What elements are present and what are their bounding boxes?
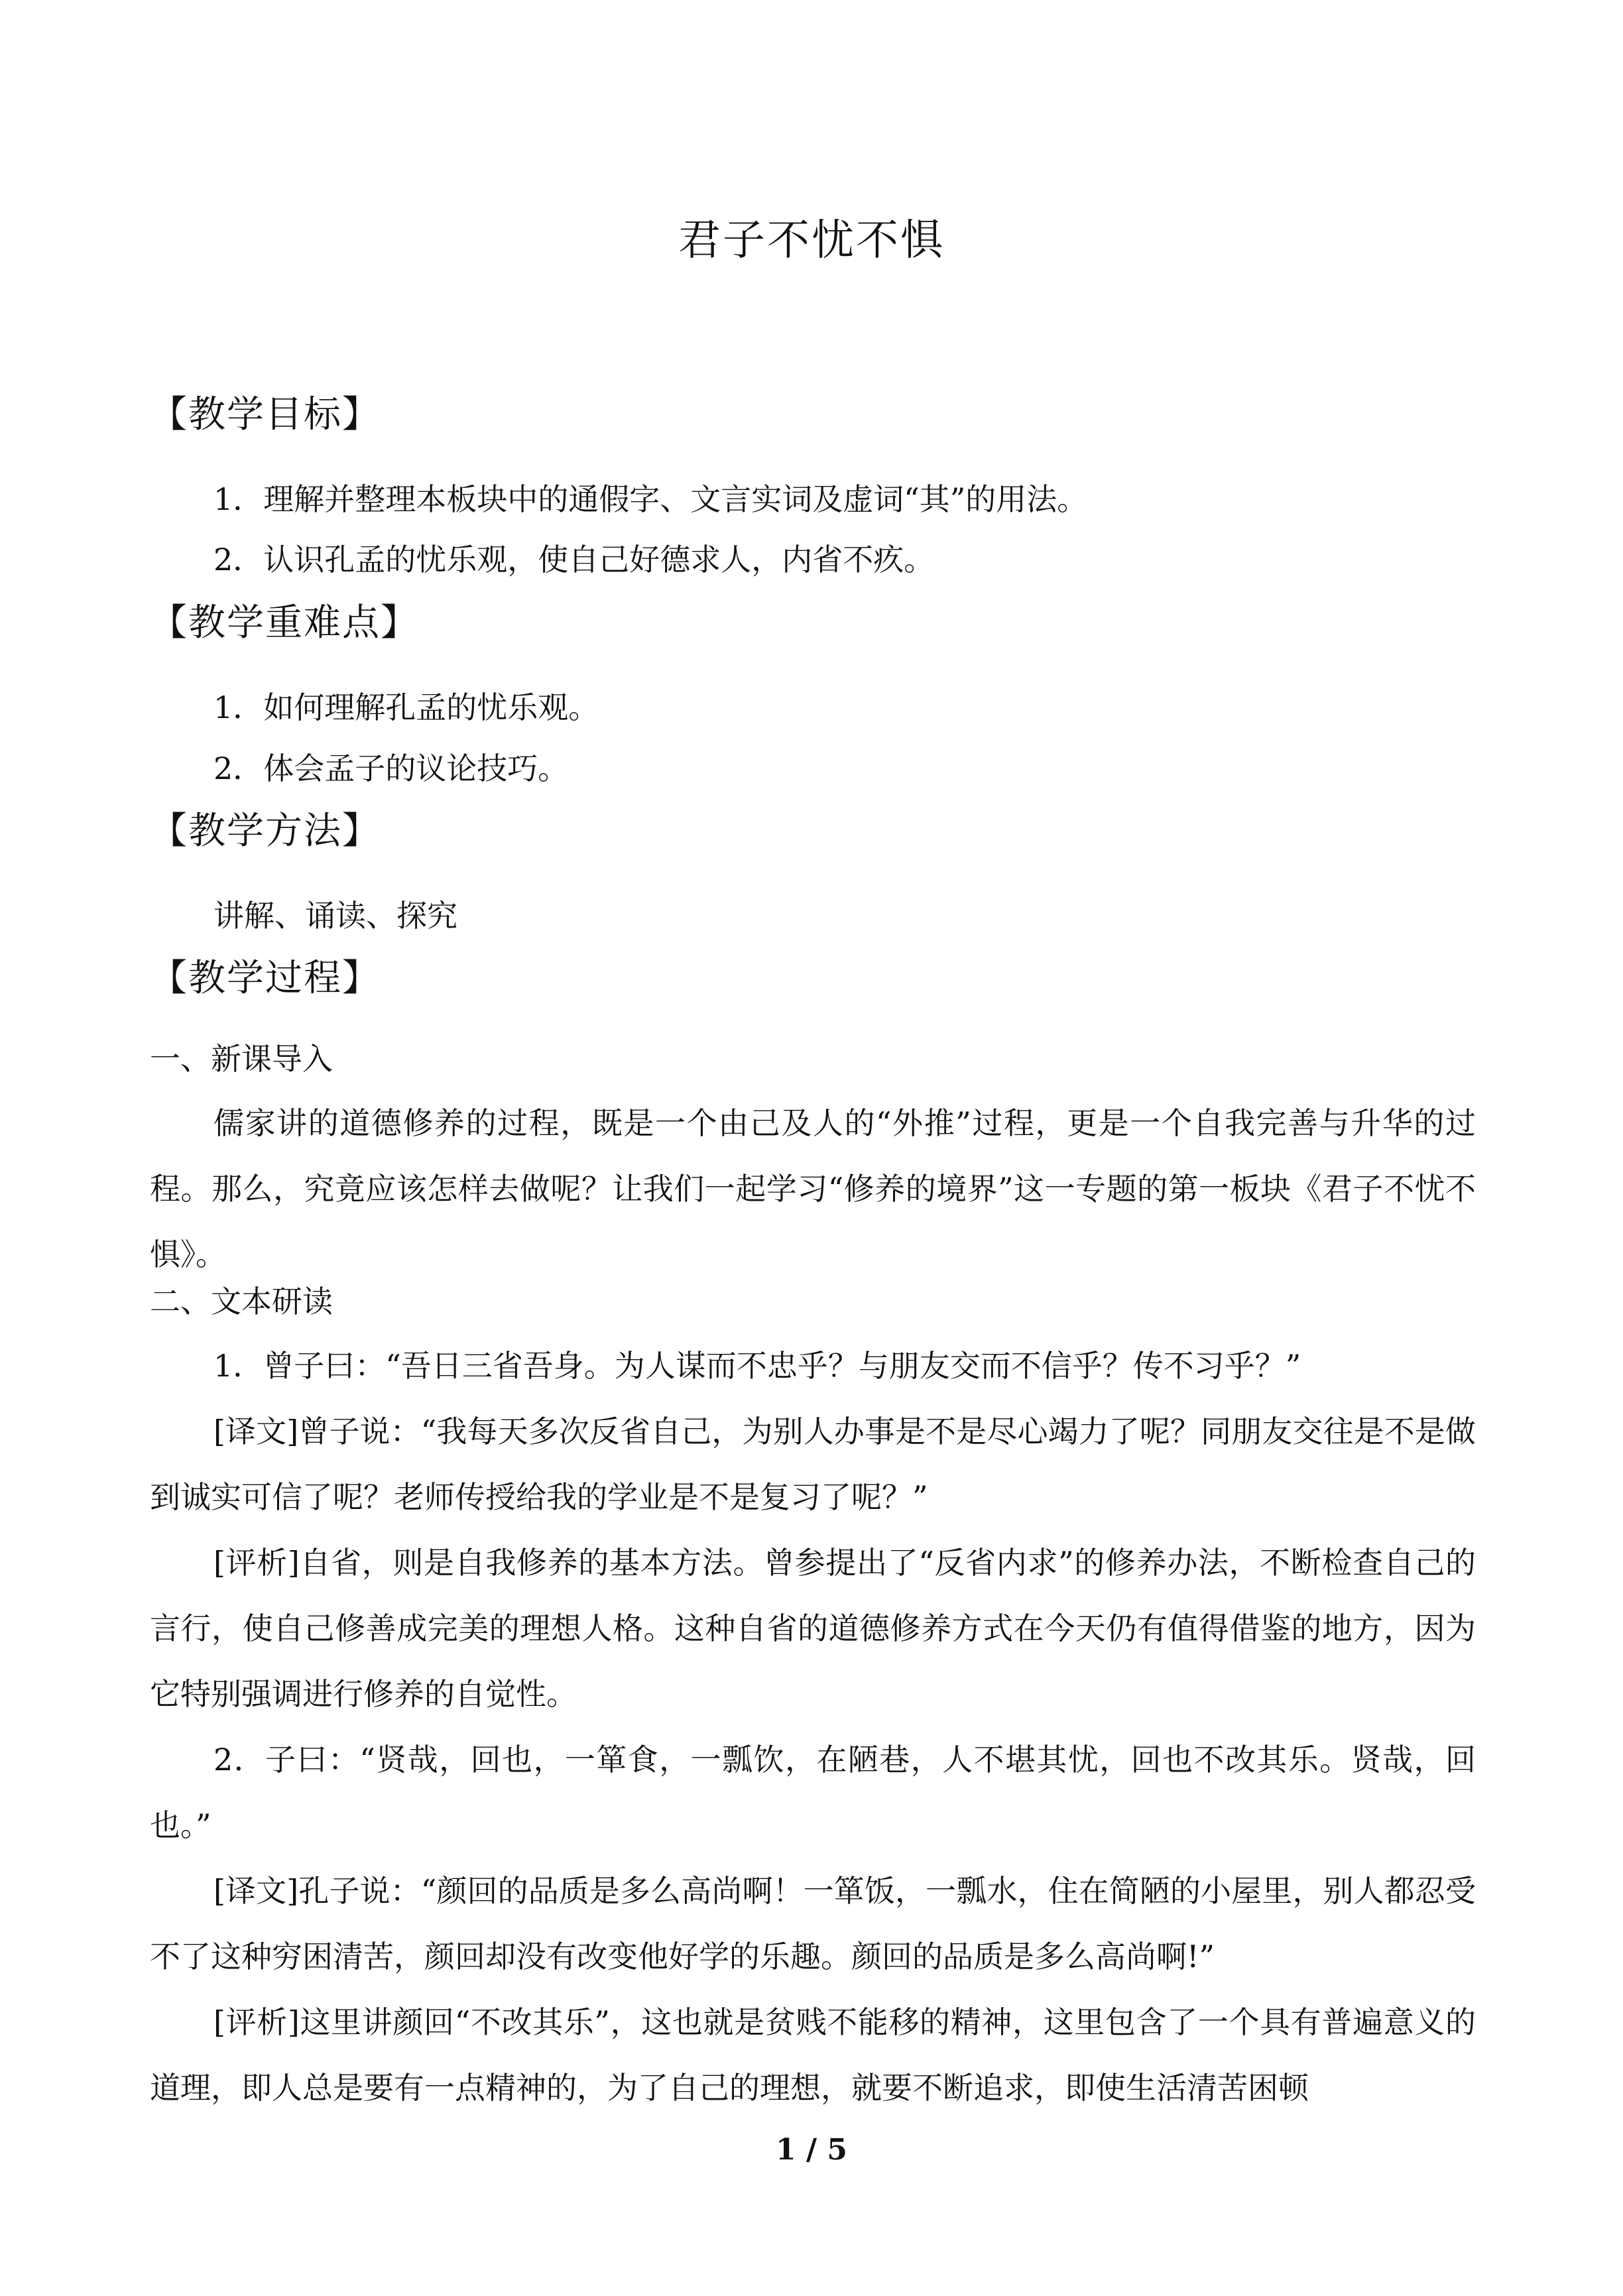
goal-item-1: 1．理解并整理本板块中的通假字、文言实词及虚词“其”的用法。 [213,481,1088,517]
methods-text: 讲解、诵读、探究 [213,898,457,934]
section-heading-key-points: 【教学重难点】 [150,601,419,644]
document-title: 君子不忧不惧 [678,216,945,265]
section-heading-process: 【教学过程】 [150,957,381,1000]
section-heading-goals: 【教学目标】 [150,393,381,436]
key-point-item-2: 2．体会孟子的议论技巧。 [213,751,569,786]
quote-1: 1．曾子曰：“吾日三省吾身。为人谋而不忠乎？与朋友交而不信乎？传不习乎？” [213,1348,1301,1384]
quote-1-commentary: [评析]自省，则是自我修养的基本方法。曾参提出了“反省内求”的修养办法，不断检查自己的言行，使自己修善成完美的理想人格。这种自省的道德修养方式在今天仍有值得借鉴的地方，因为它特别强调进行修养的自觉性。 [150,1545,1476,1712]
key-point-item-1: 1．如何理解孔孟的忧乐观。 [213,690,599,725]
section-heading-methods: 【教学方法】 [150,810,381,853]
goal-item-2: 2．认识孔孟的忧乐观，使自己好德求人，内省不疚。 [213,542,935,577]
page-number: 1 / 5 [776,2133,847,2167]
process-part2-heading: 二、文本研读 [150,1284,333,1319]
quote-2: 2．子曰：“贤哉，回也，一箪食，一瓢饮，在陋巷，人不堪其忧，回也不改其乐。贤哉，回也。” [150,1742,1476,1843]
intro-paragraph: 儒家讲的道德修养的过程，既是一个由己及人的“外推”过程，更是一个自我完善与升华的过程。那么，究竟应该怎样去做呢？让我们一起学习“修养的境界”这一专题的第一板块《君子不忧不惧》。 [150,1105,1476,1272]
quote-2-translation: [译文]孔子说：“颜回的品质是多么高尚啊！一箪饭，一瓢水，住在简陋的小屋里，别人都忍受不了这种穷困清苦，颜回却没有改变他好学的乐趣。颜回的品质是多么高尚啊!” [150,1873,1476,1974]
quote-1-translation: [译文]曾子说：“我每天多次反省自己，为别人办事是不是尽心竭力了呢？同朋友交往是不是做到诚实可信了呢？老师传授给我的学业是不是复习了呢？” [150,1414,1476,1515]
quote-2-commentary: [评析]这里讲颜回“不改其乐”，这也就是贫贱不能移的精神，这里包含了一个具有普遍意义的道理，即人总是要有一点精神的，为了自己的理想，就要不断追求，即使生活清苦困顿 [150,2004,1476,2106]
process-part1-heading: 一、新课导入 [150,1041,333,1077]
